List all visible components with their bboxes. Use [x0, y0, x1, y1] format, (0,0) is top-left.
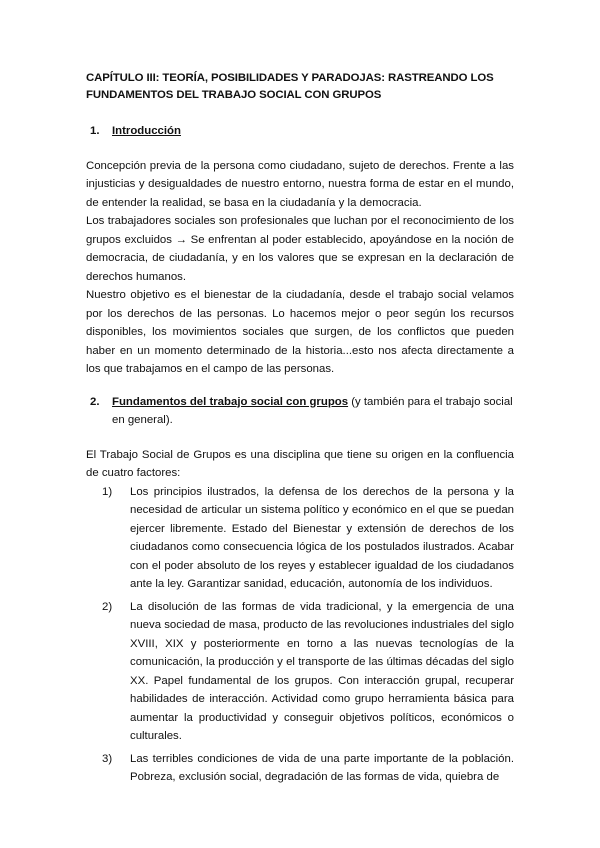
list-item: [86, 750, 514, 787]
list-marker: 2): [102, 600, 113, 613]
section-2-number: 2.: [90, 395, 100, 408]
list-marker: 3): [102, 752, 113, 765]
section-2-title-suffix: (y también para el trabajo social en general).: [112, 395, 513, 426]
intro-paragraph-3: Nuestro objetivo es el bienestar de la ciudadanía, desde el trabajo social velamos por los derechos de las personas. Lo hacemos mejor o peor según los recursos disponibles, los movimientos sociales que surgen, de los conflictos que pueden haber en un momento determinado de la historia...esto nos afecta directamente a los que trabajamos en el campo de las personas.: [86, 289, 514, 375]
intro-paragraph-2: Los trabajadores sociales son profesionales que luchan por el reconocimiento de los grupos excluidos → Se enfrentan al poder establecido, apoyándose en la noción de democracia, de ciudadanía, y en los valores que se expresan en la declaración de derechos humanos.: [86, 215, 514, 283]
list-marker: 1): [102, 485, 113, 498]
section-2-intro: El Trabajo Social de Grupos es una disciplina que tiene su origen en la confluencia de cuatro factores:: [86, 448, 514, 479]
list-item: [86, 598, 514, 746]
list-item-text: Los principios ilustrados, la defensa de los derechos de la persona y la necesidad de articular un sistema político y económico en el que se puedan ejercer libremente. Estado del Bienestar y extensión de derechos de los ciudadanos como consecuencia lógica de los postulados ilustrados. Acabar con el poder absoluto de los reyes y establecer igualdad de los ciudadanos ante la ley. Garantizar sanidad, educación, autonomía de los individuos.: [130, 485, 514, 590]
list-item-text: La disolución de las formas de vida tradicional, y la emergencia de una nueva sociedad de masa, producto de las revoluciones industriales del siglo XVIII, XIX y posteriormente en torno a las nuevas tecnologías de la comunicación, la producción y el transporte de las últimas décadas del siglo XX. Papel fundamental de los grupos. Con interacción grupal, recuperar habilidades de interacción. Actividad como grupo herramienta básica para aumentar la productividad y conseguir objetivos políticos, económicos o culturales.: [130, 600, 514, 742]
section-1-heading: [86, 122, 514, 141]
section-2-title: Fundamentos del trabajo social con grupos: [112, 395, 349, 408]
factors-list: [86, 483, 514, 787]
section-1-number: 1.: [90, 125, 100, 137]
section-1-title: Introducción: [112, 125, 181, 137]
list-item-text: Las terribles condiciones de vida de una parte importante de la población. Pobreza, exclusión social, degradación de las formas de vida, quiebra de: [130, 752, 514, 783]
chapter-title: CAPÍTULO III: TEORÍA, POSIBILIDADES Y PARADOJAS: RASTREANDO LOS FUNDAMENTOS DEL TRABAJO SOCIAL CON GRUPOS: [86, 72, 494, 101]
list-item: [86, 483, 514, 594]
section-2-heading: [86, 393, 514, 430]
intro-paragraph-1: Concepción previa de la persona como ciudadano, sujeto de derechos. Frente a las injusticias y desigualdades de nuestro entorno, nuestra forma de estar en el mundo, de entender la realidad, se basa en la ciudadanía y la democracia.: [86, 159, 514, 209]
